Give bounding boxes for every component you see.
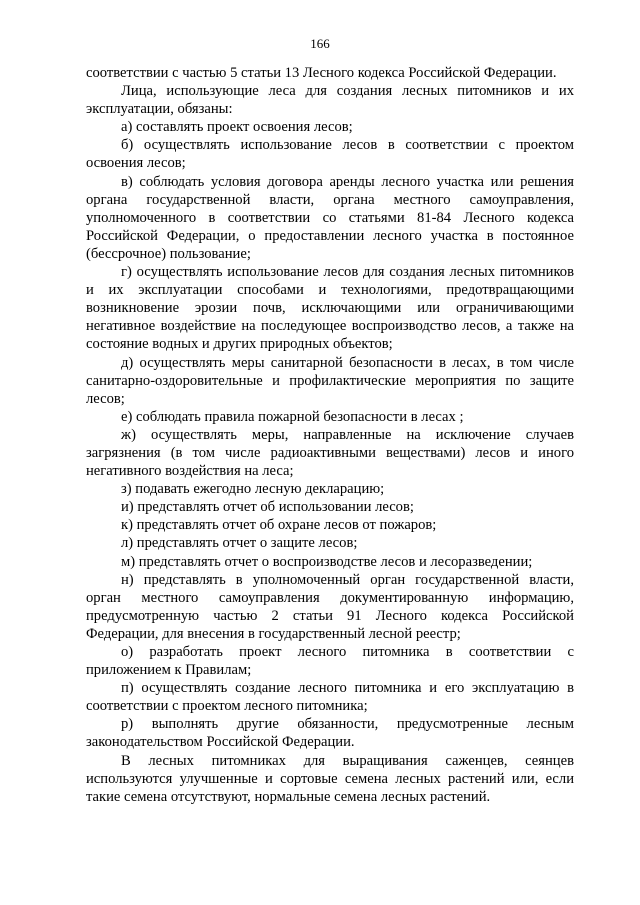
document-body <box>86 64 574 806</box>
list-item-d: д) осуществлять меры санитарной безопасности в лесах, в том числе санитарно-оздоровительные и профилактические мероприятия по защите лесов; <box>86 354 574 407</box>
list-item-i: и) представлять отчет об использовании лесов; <box>121 499 414 516</box>
list-item-z: з) подавать ежегодно лесную декларацию; <box>121 481 385 498</box>
list-item-p: п) осуществлять создание лесного питомника и его эксплуатацию в соответствии с проектом лесного питомника; <box>86 680 574 715</box>
list-item-r: р) выполнять другие обязанности, предусмотренные лесным законодательством Российской Федерации. <box>86 716 574 751</box>
page-number: 166 <box>310 36 330 51</box>
paragraph-seeds: В лесных питомниках для выращивания саженцев, сеянцев используются улучшенные и сортовые семена лесных растений или, если такие семена отсутствуют, нормальные семена лесных растений. <box>86 752 574 805</box>
list-item-l: л) представлять отчет о защите лесов; <box>121 535 358 552</box>
paragraph-continuation: соответствии с частью 5 статьи 13 Лесного кодекса Российской Федерации. <box>86 65 557 81</box>
paragraph-intro: Лица, использующие леса для создания лесных питомников и их эксплуатации, обязаны: <box>86 83 574 118</box>
list-item-v: в) соблюдать условия договора аренды лесного участка или решения органа государственной власти, органа местного самоуправления, уполномоченного в соответствии со статьями 81-84 Лесного кодекса Российской Федерации, о предоставлении лесного участка в постоянное (бессрочное) пользование; <box>86 173 574 262</box>
list-item-n: н) представлять в уполномоченный орган государственной власти, орган местного самоуправления документированную информацию, предусмотренную частью 2 статьи 91 Лесного кодекса Российской Федерации, для внесения в государственный лесной реестр; <box>86 571 574 642</box>
list-item-m: м) представлять отчет о воспроизводстве лесов и лесоразведении; <box>121 553 533 570</box>
list-item-g: г) осуществлять использование лесов для создания лесных питомников и их эксплуатации способами и технологиями, предотвращающими возникновение эрозии почв, исключающими или ограничивающими негативное воздействие на последующее воспроизводство лесов, а также на состояние водных и других природных объектов; <box>86 264 574 353</box>
list-item-a: а) составлять проект освоения лесов; <box>121 119 353 136</box>
list-item-zh: ж) осуществлять меры, направленные на исключение случаев загрязнения (в том числе радиоактивными веществами) лесов и иного негативного воздействия на леса; <box>86 426 574 480</box>
list-item-b: б) осуществлять использование лесов в соответствии с проектом освоения лесов; <box>86 137 574 172</box>
list-item-e: е) соблюдать правила пожарной безопасности в лесах ; <box>121 408 464 425</box>
list-item-k: к) представлять отчет об охране лесов от пожаров; <box>121 517 437 534</box>
list-item-o: о) разработать проект лесного питомника в соответствии с приложением к Правилам; <box>86 644 574 679</box>
